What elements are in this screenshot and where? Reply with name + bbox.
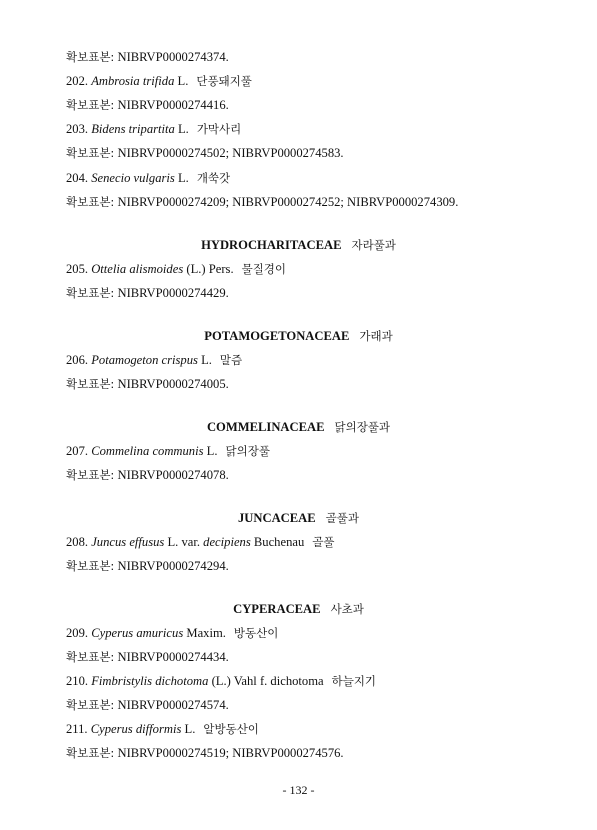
taxon-epithet: crispus: [161, 353, 198, 367]
specimen-line: [66, 194, 458, 210]
taxon-author: Maxim.: [186, 626, 226, 640]
taxon-genus: Commelina: [91, 444, 150, 458]
taxon-epithet: trifida: [142, 74, 175, 88]
taxon-epithet: dichotoma: [155, 674, 209, 688]
taxon-epithet: tripartita: [128, 122, 175, 136]
specimen-label: 확보표본:: [66, 286, 115, 300]
family-korean-name: 골풀과: [325, 511, 359, 525]
specimen-label: 확보표본:: [66, 559, 115, 573]
taxon-korean-name: 하늘지기: [331, 674, 377, 688]
specimen-label: 확보표본:: [66, 146, 115, 160]
specimen-label: 확보표본:: [66, 98, 115, 112]
taxon-entry: [66, 73, 252, 89]
family-name: CYPERACEAE: [233, 602, 321, 616]
taxon-epithet: amuricus: [136, 626, 184, 640]
taxon-entry: [66, 673, 376, 689]
family-korean-name: 자라풀과: [351, 238, 396, 252]
taxon-epithet: effusus: [129, 535, 165, 549]
taxon-genus: Fimbristylis: [91, 674, 153, 688]
taxon-epithet: communis: [152, 444, 204, 458]
taxon-korean-name: 가막사리: [196, 122, 242, 136]
taxon-author: L. var.: [167, 535, 201, 549]
taxon-number: 209.: [66, 626, 89, 640]
taxon-infra: decipiens: [203, 535, 251, 549]
family-name: HYDROCHARITACEAE: [201, 238, 342, 252]
taxon-korean-name: 알방동산이: [203, 722, 259, 736]
taxon-number: 203.: [66, 122, 89, 136]
specimen-label: 확보표본:: [66, 698, 115, 712]
taxon-author: (L.) Vahl f. dichotoma: [211, 674, 324, 688]
family-heading: [0, 419, 597, 435]
taxon-epithet: alismoides: [129, 262, 184, 276]
specimen-ids: NIBRVP0000274374.: [117, 50, 229, 64]
specimen-label: 확보표본:: [66, 50, 115, 64]
specimen-ids: NIBRVP0000274574.: [117, 698, 229, 712]
taxon-number: 210.: [66, 674, 89, 688]
specimen-line: [66, 697, 229, 713]
taxon-entry: [66, 261, 286, 277]
taxon-genus: Cyperus: [90, 722, 133, 736]
taxon-genus: Juncus: [91, 535, 127, 549]
taxon-number: 202.: [66, 74, 89, 88]
specimen-ids: NIBRVP0000274209; NIBRVP0000274252; NIBRVP0000274309.: [117, 195, 459, 209]
specimen-line: [66, 49, 229, 65]
taxon-author: L.: [177, 171, 189, 185]
taxon-number: 208.: [66, 535, 89, 549]
taxon-genus: Potamogeton: [91, 353, 159, 367]
specimen-line: [66, 376, 229, 392]
taxon-entry: [66, 625, 278, 641]
specimen-ids: NIBRVP0000274502; NIBRVP0000274583.: [117, 146, 344, 160]
taxon-author: L.: [206, 444, 218, 458]
specimen-line: [66, 649, 229, 665]
taxon-genus: Bidens: [91, 122, 126, 136]
taxon-korean-name: 닭의장풀: [225, 444, 270, 458]
specimen-ids: NIBRVP0000274434.: [117, 650, 229, 664]
family-heading: [0, 601, 597, 617]
taxon-number: 207.: [66, 444, 89, 458]
family-korean-name: 사초과: [330, 602, 364, 616]
taxon-epithet: vulgaris: [133, 171, 175, 185]
family-name: COMMELINACEAE: [206, 420, 325, 434]
specimen-line: [66, 467, 229, 483]
taxon-genus: Ambrosia: [91, 74, 140, 88]
taxon-entry: [66, 352, 242, 368]
page-number: - 132 -: [282, 783, 315, 797]
taxon-infra-author: Buchenau: [253, 535, 305, 549]
specimen-line: [66, 745, 344, 761]
family-name: POTAMOGETONACEAE: [204, 329, 350, 343]
specimen-ids: NIBRVP0000274294.: [117, 559, 229, 573]
taxon-genus: Senecio: [91, 171, 131, 185]
family-heading: [0, 328, 597, 344]
taxon-entry: [66, 443, 270, 459]
taxon-entry: [66, 121, 241, 137]
taxon-author: L.: [184, 722, 196, 736]
family-name: JUNCACEAE: [238, 511, 316, 525]
specimen-label: 확보표본:: [66, 650, 115, 664]
taxon-entry: [66, 721, 259, 737]
specimen-label: 확보표본:: [66, 195, 115, 209]
specimen-ids: NIBRVP0000274429.: [117, 286, 229, 300]
taxon-korean-name: 단풍돼지풀: [196, 74, 252, 88]
taxon-author: L.: [177, 74, 189, 88]
taxon-number: 211.: [66, 722, 88, 736]
taxon-epithet: difformis: [135, 722, 182, 736]
taxon-genus: Cyperus: [91, 626, 134, 640]
taxon-korean-name: 방동산이: [233, 626, 279, 640]
taxon-genus: Ottelia: [91, 262, 127, 276]
specimen-label: 확보표본:: [66, 746, 115, 760]
specimen-label: 확보표본:: [66, 468, 115, 482]
taxon-korean-name: 개쑥갓: [196, 171, 231, 185]
specimen-line: [66, 558, 229, 574]
family-korean-name: 닭의장풀과: [334, 420, 391, 434]
specimen-ids: NIBRVP0000274519; NIBRVP0000274576.: [117, 746, 344, 760]
specimen-line: [66, 285, 229, 301]
family-heading: [0, 237, 597, 253]
family-heading: [0, 510, 597, 526]
taxon-entry: [66, 170, 230, 186]
taxon-number: 205.: [66, 262, 89, 276]
taxon-author: (L.) Pers.: [186, 262, 234, 276]
taxon-number: 206.: [66, 353, 89, 367]
family-korean-name: 가래과: [359, 329, 393, 343]
specimen-line: [66, 145, 344, 161]
specimen-label: 확보표본:: [66, 377, 115, 391]
taxon-author: L.: [201, 353, 212, 367]
specimen-ids: NIBRVP0000274005.: [117, 377, 229, 391]
taxon-number: 204.: [66, 171, 89, 185]
specimen-ids: NIBRVP0000274416.: [117, 98, 229, 112]
taxon-korean-name: 골풀: [312, 535, 335, 549]
specimen-ids: NIBRVP0000274078.: [117, 468, 229, 482]
taxon-korean-name: 물질경이: [241, 262, 287, 276]
taxon-entry: [66, 534, 334, 550]
specimen-line: [66, 97, 229, 113]
taxon-korean-name: 말즘: [219, 353, 243, 367]
taxon-author: L.: [177, 122, 189, 136]
